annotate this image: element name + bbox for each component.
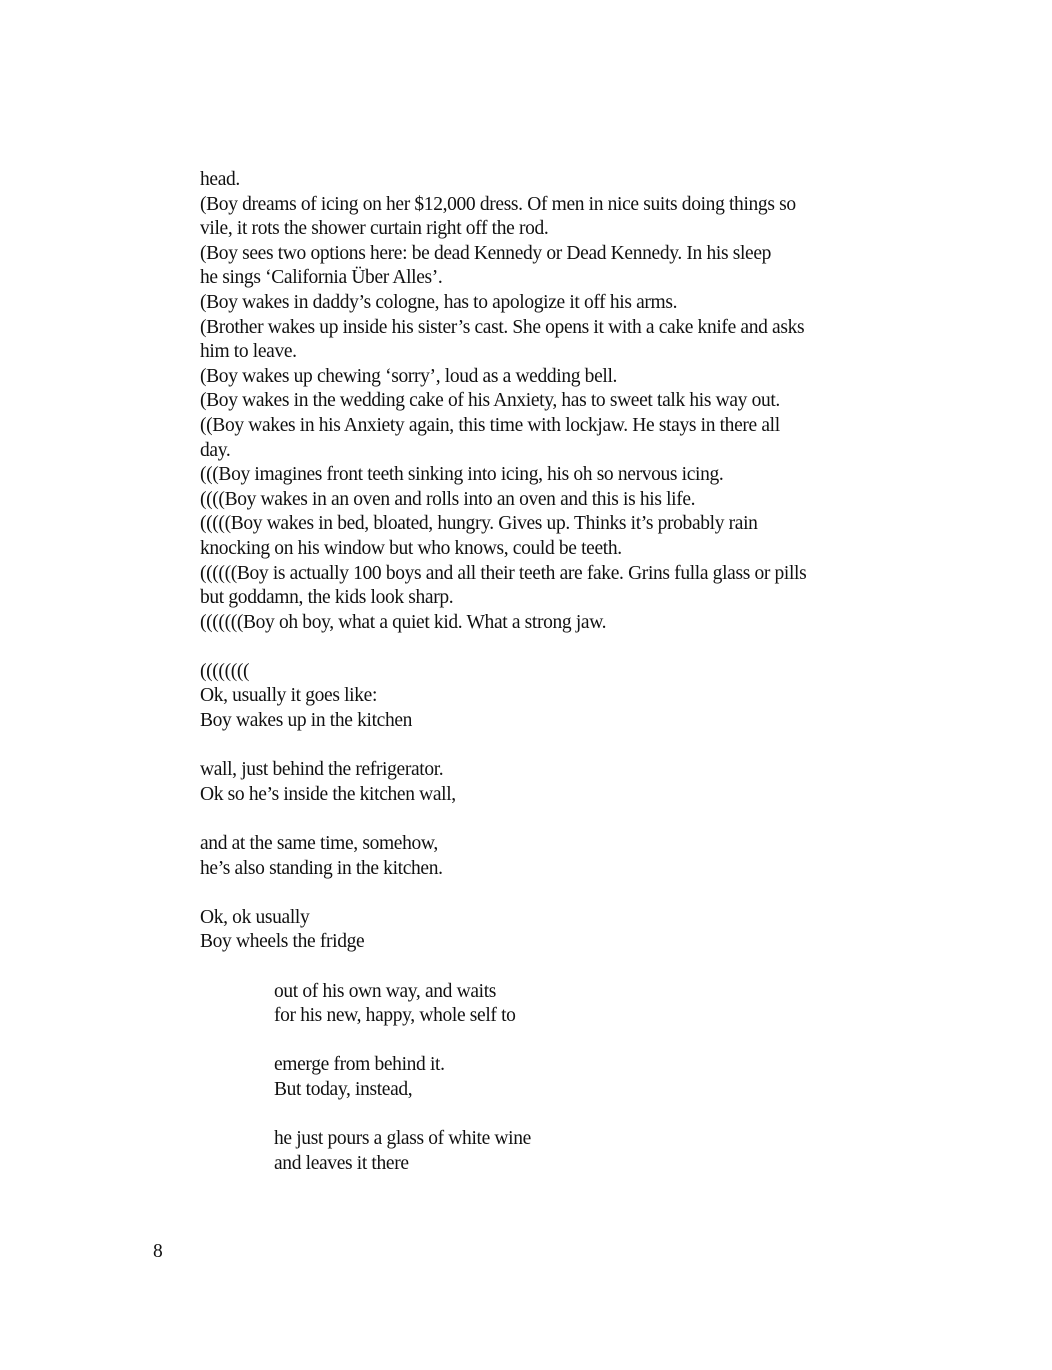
prose-line: (Boy wakes in the wedding cake of his Anxiety, has to sweet talk his way out.	[200, 390, 780, 412]
indented-poem-line: emerge from behind it.	[274, 1054, 445, 1076]
prose-line: (Boy dreams of icing on her $12,000 dress. Of men in nice suits doing things so	[200, 193, 796, 215]
poem-line: Boy wakes up in the kitchen	[200, 710, 413, 732]
prose-line: knocking on his window but who knows, could be teeth.	[200, 537, 622, 559]
poem-line: Boy wheels the fridge	[200, 931, 365, 953]
prose-line: he sings ‘California Über Alles’.	[200, 267, 443, 289]
stanza-break	[200, 955, 840, 980]
prose-line: (((((Boy wakes in bed, bloated, hungry. Gives up. Thinks it’s probably rain	[200, 513, 758, 535]
prose-line: but goddamn, the kids look sharp.	[200, 587, 454, 609]
prose-line: (Boy wakes in daddy’s cologne, has to apologize it off his arms.	[200, 291, 678, 313]
prose-line: ((Boy wakes in his Anxiety again, this time with lockjaw. He stays in there all	[200, 414, 780, 436]
poem-line: ((((((((	[200, 660, 250, 682]
poem-line: Ok so he’s inside the kitchen wall,	[200, 783, 456, 805]
page-number: 8	[153, 1241, 163, 1262]
prose-line: (Brother wakes up inside his sister’s cast. She opens it with a cake knife and asks	[200, 316, 805, 338]
prose-line: head.	[200, 169, 240, 190]
stanza-break	[200, 1029, 840, 1054]
stanza-break	[200, 881, 840, 906]
prose-line: (((((((Boy oh boy, what a quiet kid. What a strong jaw.	[200, 611, 607, 633]
stanza-break	[200, 807, 840, 832]
poem-line: he’s also standing in the kitchen.	[200, 857, 443, 879]
indented-poem-line: he just pours a glass of white wine	[274, 1128, 531, 1150]
prose-line: (((Boy imagines front teeth sinking into icing, his oh so nervous icing.	[200, 464, 724, 486]
poem-line: Ok, ok usually	[200, 906, 310, 928]
prose-line: (Boy wakes up chewing ‘sorry’, loud as a wedding bell.	[200, 365, 618, 387]
stanza-break	[200, 734, 840, 759]
prose-line: ((((Boy wakes in an oven and rolls into an oven and this is his life.	[200, 488, 696, 510]
indented-poem-line: for his new, happy, whole self to	[274, 1005, 516, 1027]
prose-line: day.	[200, 439, 231, 461]
poem-line: wall, just behind the refrigerator.	[200, 759, 444, 781]
indented-poem-line: out of his own way, and waits	[274, 980, 497, 1002]
stanza-break	[200, 635, 840, 660]
prose-line: him to leave.	[200, 341, 297, 363]
indented-poem-line: and leaves it there	[274, 1152, 409, 1174]
prose-line: (Boy sees two options here: be dead Kennedy or Dead Kennedy. In his sleep	[200, 242, 772, 264]
prose-line: ((((((Boy is actually 100 boys and all their teeth are fake. Grins fulla glass or pills	[200, 562, 807, 584]
stanza-break	[200, 1103, 840, 1128]
indented-poem-line: But today, instead,	[274, 1078, 413, 1100]
body-text	[200, 168, 840, 1176]
prose-line: vile, it rots the shower curtain right off the rod.	[200, 218, 549, 240]
poem-line: Ok, usually it goes like:	[200, 685, 378, 707]
poem-line: and at the same time, somehow,	[200, 833, 438, 855]
